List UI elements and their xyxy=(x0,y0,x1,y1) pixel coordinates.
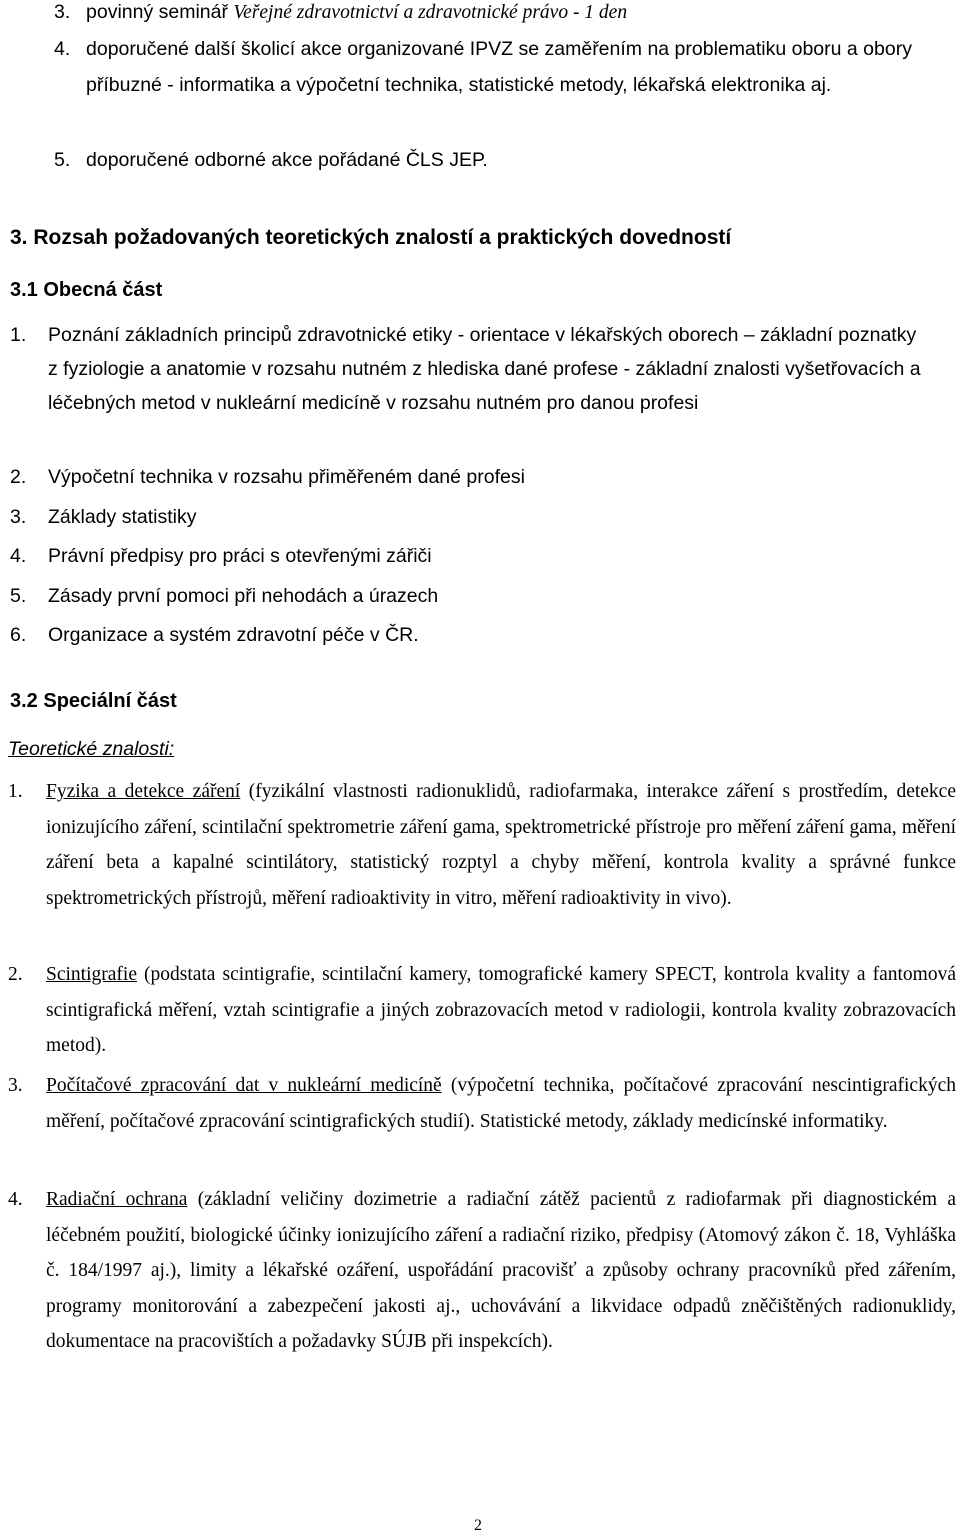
list-text: Poznání základních principů zdravotnické etiky - orientace v lékařských oborech – základní poznatky z fyziologie a anatomie v rozsahu nutném z hlediska dané profese - základní znalosti vyšetřovacích a léčebných metod v nukleární medicíně v rozsahu nutném pro danou profesi xyxy=(48,324,921,414)
list-number: 3. xyxy=(10,506,27,528)
list-text: Právní předpisy pro práci s otevřenými zářiči xyxy=(48,545,432,567)
list-text: doporučené další školicí akce organizované IPVZ se zaměřením na problematiku oboru a obory příbuzné - informatika a výpočetní technika, statistické metody, lékařská elektronika aj. xyxy=(86,38,912,96)
list-text: Scintigrafie (podstata scintigrafie, scintilační kamery, tomografické kamery SPECT, kontrola kvality a fantomová scintigrafická měření, vztah scintigrafie a jiných zobrazovacích metod v radiologii, kontrola kvality zobrazovacích metod). xyxy=(46,964,956,1056)
list-number: 4. xyxy=(8,1189,23,1210)
page-number: 2 xyxy=(474,1517,482,1534)
general-heading: 3.1 Obecná část xyxy=(10,279,163,301)
list-number: 5. xyxy=(54,149,71,171)
list-number: 4. xyxy=(54,38,71,60)
list-text: Výpočetní technika v rozsahu přiměřeném dané profesi xyxy=(48,466,525,488)
item-title: Fyzika a detekce záření xyxy=(46,781,241,802)
list-number: 3. xyxy=(8,1075,23,1096)
list-text: Zásady první pomoci při nehodách a úrazech xyxy=(48,585,439,607)
item-title: Scintigrafie xyxy=(46,964,137,985)
list-number: 6. xyxy=(10,624,27,646)
list-number: 4. xyxy=(10,545,27,567)
item-title: Radiační ochrana xyxy=(46,1189,188,1210)
list-text: Organizace a systém zdravotní péče v ČR. xyxy=(48,624,419,646)
list-number: 1. xyxy=(10,324,27,346)
list-number: 3. xyxy=(54,1,71,23)
section-heading: 3. Rozsah požadovaných teoretických znalostí a praktických dovedností xyxy=(10,226,732,249)
list-number: 2. xyxy=(8,964,23,985)
list-text: Radiační ochrana (základní veličiny dozimetrie a radiační zátěž pacientů z radiofarmak při diagnostickém a léčebném použití, biologické účinky ionizujícího záření a radiační riziko, předpisy (Atomový zákon č. 18, Vyhláška č. 184/1997 aj.), limity a lékařské ozáření, uspořádání pracovišť a způsoby ochrany pracovníků před zářením, programy monitorování a zabezpečení jakosti aj., uchovávání a likvidace odpadů zněčištěných radionuklidy, dokumentace na pracovištích a požadavky SÚJB při inspekcích). xyxy=(46,1189,956,1352)
list-text: Fyzika a detekce záření (fyzikální vlastnosti radionuklidů, radiofarmaka, interakce záření s prostředím, detekce ionizujícího záření, scintilační spektrometrie záření gama, spektrometrické přístroje pro měření záření gama, měření záření beta a kapalné scintilátory, statistický rozptyl a chyby měření, kontrola kvality a správné funkce spektrometrických přístrojů, měření radioaktivity in vitro, měření radioaktivity in vivo). xyxy=(46,781,956,909)
theory-heading: Teoretické znalosti: xyxy=(8,738,175,760)
list-number: 1. xyxy=(8,781,23,802)
list-text: Základy statistiky xyxy=(48,506,197,528)
list-text: doporučené odborné akce pořádané ČLS JEP. xyxy=(86,149,488,171)
special-heading: 3.2 Speciální část xyxy=(10,690,177,712)
list-text: povinný seminář Veřejné zdravotnictví a zdravotnické právo - 1 den xyxy=(86,1,628,23)
list-text: Počítačové zpracování dat v nukleární medicíně (výpočetní technika, počítačové zpracování nescintigrafických měření, počítačové zpracování scintigrafických studií). Statistické metody, základy medicínské informatiky. xyxy=(46,1075,956,1132)
list-number: 2. xyxy=(10,466,27,488)
item-title: Počítačové zpracování dat v nukleární medicíně xyxy=(46,1075,442,1096)
list-number: 5. xyxy=(10,585,27,607)
